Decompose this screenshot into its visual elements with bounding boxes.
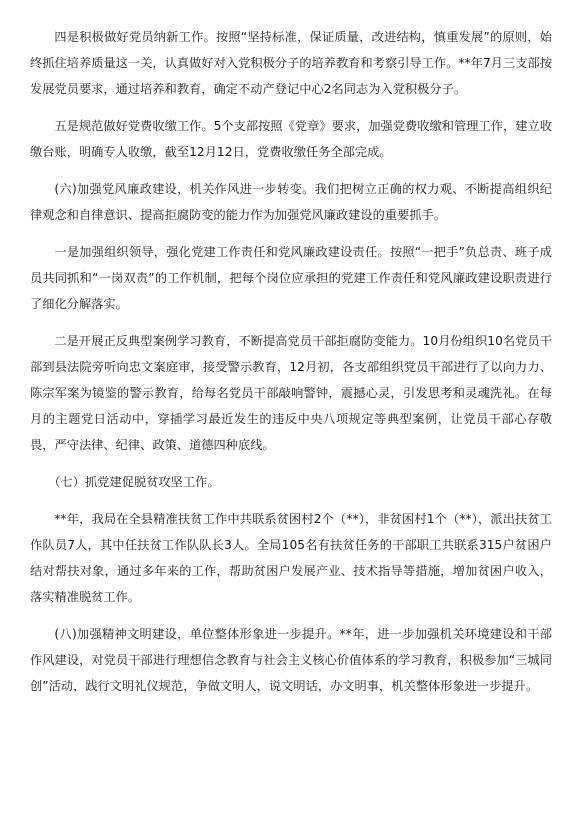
paragraph-poverty-alleviation-details: **年，我局在全县精准扶贫工作中共联系贫困村2个（**），非贫困村1个（**），派出扶贫工作队员7人，其中任扶贫工作队队长3人。全局105名有扶贫任务的干部职工共联系315户贫困户结对帮扶对象，通过多年来的工作，帮助贫困户发展产业、技术指导等措施，增加贫困户收入，落实精准脱贫工作。 [30, 512, 552, 604]
paragraph-organizational-leadership: 一是加强组织领导，强化党建工作责任和党风廉政建设责任。按照“一把手”负总责、班子成员共同抓和“一岗双责”的工作机制，把每个岗位应承担的党建工作责任和党风廉政建设职责进行了细化分解落实。 [30, 245, 552, 311]
paragraph-case-study-education: 二是开展正反典型案例学习教育，不断提高党员干部拒腐防变能力。10月份组织10名党员干部到县法院旁听向忠文案庭审，接受警示教育，12月初，各支部组织党员干部进行了以向力力、陈宗军案为镜鉴的警示教育，给每名党员干部敲响警钟，震撼心灵，引发思考和灵魂洗礼。在每月的主题党日活动中，穿插学习最近发生的违反中央八项规定等典型案例，让党员干部心存敬畏，严守法律、纪律、政策、道德四种底线。 [30, 334, 552, 452]
section-heading-poverty-alleviation: （七）抓党建促脱贫攻坚工作。 [48, 475, 220, 489]
paragraph-party-dues: 五是规范做好党费收缴工作。5个支部按照《党章》要求，加强党费收缴和管理工作，建立收缴台账，明确专人收缴，截至12月12日，党费收缴任务全部完成。 [30, 119, 552, 159]
section-heading-civilization-building: (八)加强精神文明建设，单位整体形象进一步提升。**年，进一步加强机关环境建设和干部作风建设，对党员干部进行理想信念教育与社会主义核心价值体系的学习教育，积极参加“三城同创”活动，践行文明礼仪规范，争做文明人，说文明话，办文明事，机关整体形象进一步提升。 [30, 627, 552, 693]
section-heading-anti-corruption: (六)加强党风廉政建设，机关作风进一步转变。我们把树立正确的权力观、不断提高组织纪律观念和自律意识、提高拒腐防变的能力作为加强党风廉政建设的重要抓手。 [30, 182, 552, 222]
document-body [30, 24, 552, 710]
paragraph-party-member-recruitment: 四是积极做好党员纳新工作。按照“坚持标准，保证质量，改进结构，慎重发展”的原则，始终抓住培养质量这一关，认真做好对入党积极分子的培养教育和考察引导工作。**年7月三支部按发展党员要求，通过培养和教育，确定不动产登记中心2名同志为入党积极分子。 [30, 30, 552, 96]
